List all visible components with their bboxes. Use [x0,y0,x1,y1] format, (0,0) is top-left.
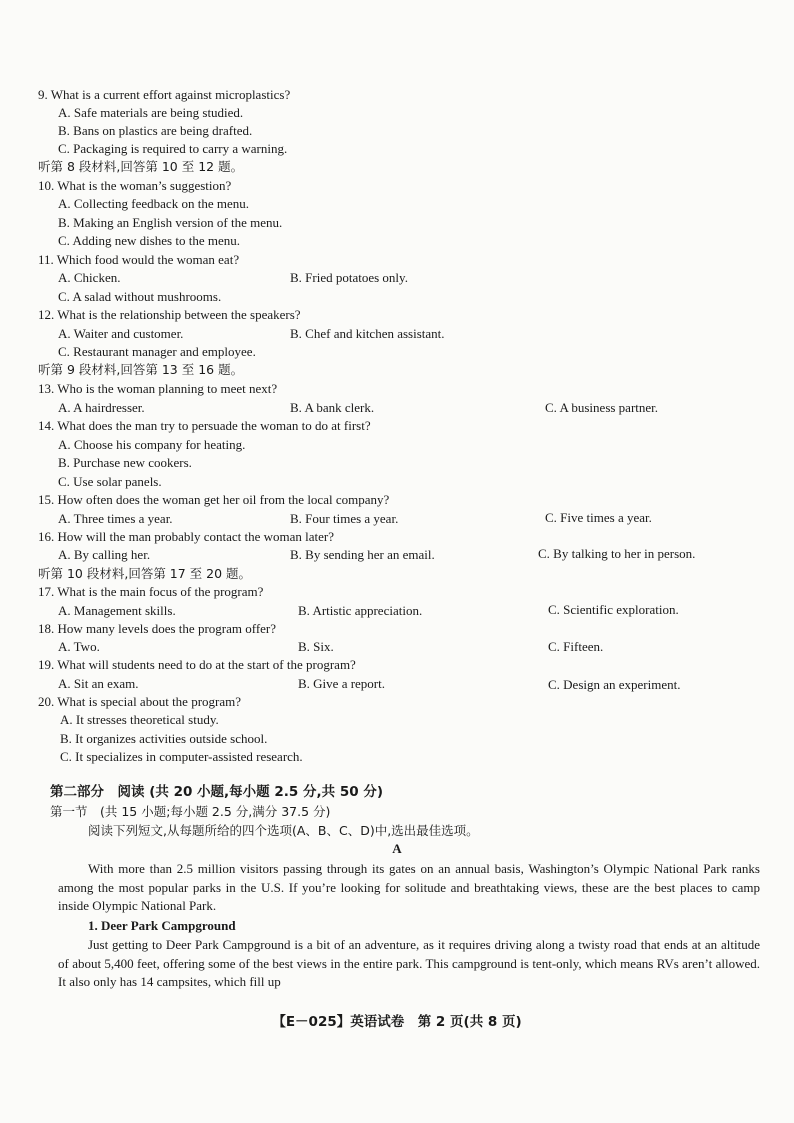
section-1-heading: 第一节 (共 15 小题;每小题 2.5 分,满分 37.5 分) [50,804,331,819]
q15-option-b: B. Four times a year. [290,511,399,526]
q13-option-a: A. A hairdresser. [58,400,145,415]
q16-option-a: A. By calling her. [58,547,151,562]
q14-option-c: C. Use solar panels. [58,474,162,489]
question-12: 12. What is the relationship between the speakers? [38,307,301,322]
passage-label: A [392,841,402,856]
q12-option-c: C. Restaurant manager and employee. [58,344,256,359]
q13-option-c: C. A business partner. [545,400,659,415]
question-17: 17. What is the main focus of the program? [38,584,264,599]
question-10: 10. What is the woman’s suggestion? [38,178,232,193]
question-19: 19. What will students need to do at the start of the program? [38,657,356,672]
q19-option-a: A. Sit an exam. [58,676,139,691]
q18-option-c: C. Fifteen. [548,639,604,654]
q16-option-b: B. By sending her an email. [290,547,435,562]
q12-option-b: B. Chef and kitchen assistant. [290,326,445,341]
q15-option-c: C. Five times a year. [545,510,652,525]
q15-option-a: A. Three times a year. [58,511,173,526]
passage-paragraph-1 [58,860,760,916]
q17-option-c: C. Scientific exploration. [548,602,679,617]
question-18: 18. How many levels does the program offer? [38,621,277,636]
question-15: 15. How often does the woman get her oil from the local company? [38,492,390,507]
q20-option-c: C. It specializes in computer-assisted research. [60,749,303,764]
q10-option-b: B. Making an English version of the menu. [58,215,283,230]
part-2-heading: 第二部分 阅读 (共 20 小题,每小题 2.5 分,共 50 分) [50,784,383,800]
q10-option-a: A. Collecting feedback on the menu. [58,196,249,211]
q17-option-a: A. Management skills. [58,603,176,618]
passage-paragraph-2 [58,936,760,992]
q20-option-a: A. It stresses theoretical study. [60,712,219,727]
question-14: 14. What does the man try to persuade the woman to do at first? [38,418,371,433]
q10-option-c: C. Adding new dishes to the menu. [58,233,240,248]
q17-option-b: B. Artistic appreciation. [298,603,423,618]
campground-subheading: 1. Deer Park Campground [88,918,236,933]
question-13: 13. Who is the woman planning to meet next? [38,381,278,396]
q9-option-c: C. Packaging is required to carry a warning. [58,141,288,156]
section-header-10: 听第 10 段材料,回答第 17 至 20 题。 [38,566,252,581]
section-header-8: 听第 8 段材料,回答第 10 至 12 题。 [38,159,244,174]
q19-option-c: C. Design an experiment. [548,677,681,692]
q16-option-c: C. By talking to her in person. [538,546,696,561]
section-header-9: 听第 9 段材料,回答第 13 至 16 题。 [38,362,244,377]
paragraph-1-text: With more than 2.5 million visitors passing through its gates on an annual basis, Washington’s Olympic National Park ranks among the most popular parks in the U.S. If you’re looking for solitude and breathtaking views, these are the best places to camp inside Olympic National Park. [58,861,760,913]
page-footer: 【E－025】英语试卷 第 2 页(共 8 页) [272,1014,522,1030]
q11-option-a: A. Chicken. [58,270,121,285]
reading-instruction: 阅读下列短文,从每题所给的四个选项(A、B、C、D)中,选出最佳选项。 [88,823,479,838]
q14-option-a: A. Choose his company for heating. [58,437,246,452]
paragraph-2-text: Just getting to Deer Park Campground is a bit of an adventure, as it requires driving along a twisty road that ends at an altitude of about 5,400 feet, offering some of the best views in the entire park. This campground is tent-only, which means RVs aren’t allowed. It also only has 14 campsites, which fill up [58,937,760,989]
q12-option-a: A. Waiter and customer. [58,326,184,341]
question-20: 20. What is special about the program? [38,694,242,709]
q20-option-b: B. It organizes activities outside school. [60,731,268,746]
q19-option-b: B. Give a report. [298,676,386,691]
q18-option-b: B. Six. [298,639,334,654]
q11-option-b: B. Fried potatoes only. [290,270,408,285]
question-16: 16. How will the man probably contact the woman later? [38,529,335,544]
q18-option-a: A. Two. [58,639,100,654]
q9-option-a: A. Safe materials are being studied. [58,105,244,120]
q9-option-b: B. Bans on plastics are being drafted. [58,123,253,138]
q11-option-c: C. A salad without mushrooms. [58,289,222,304]
q14-option-b: B. Purchase new cookers. [58,455,192,470]
question-9: 9. What is a current effort against microplastics? [38,87,291,102]
question-11: 11. Which food would the woman eat? [38,252,240,267]
q13-option-b: B. A bank clerk. [290,400,375,415]
